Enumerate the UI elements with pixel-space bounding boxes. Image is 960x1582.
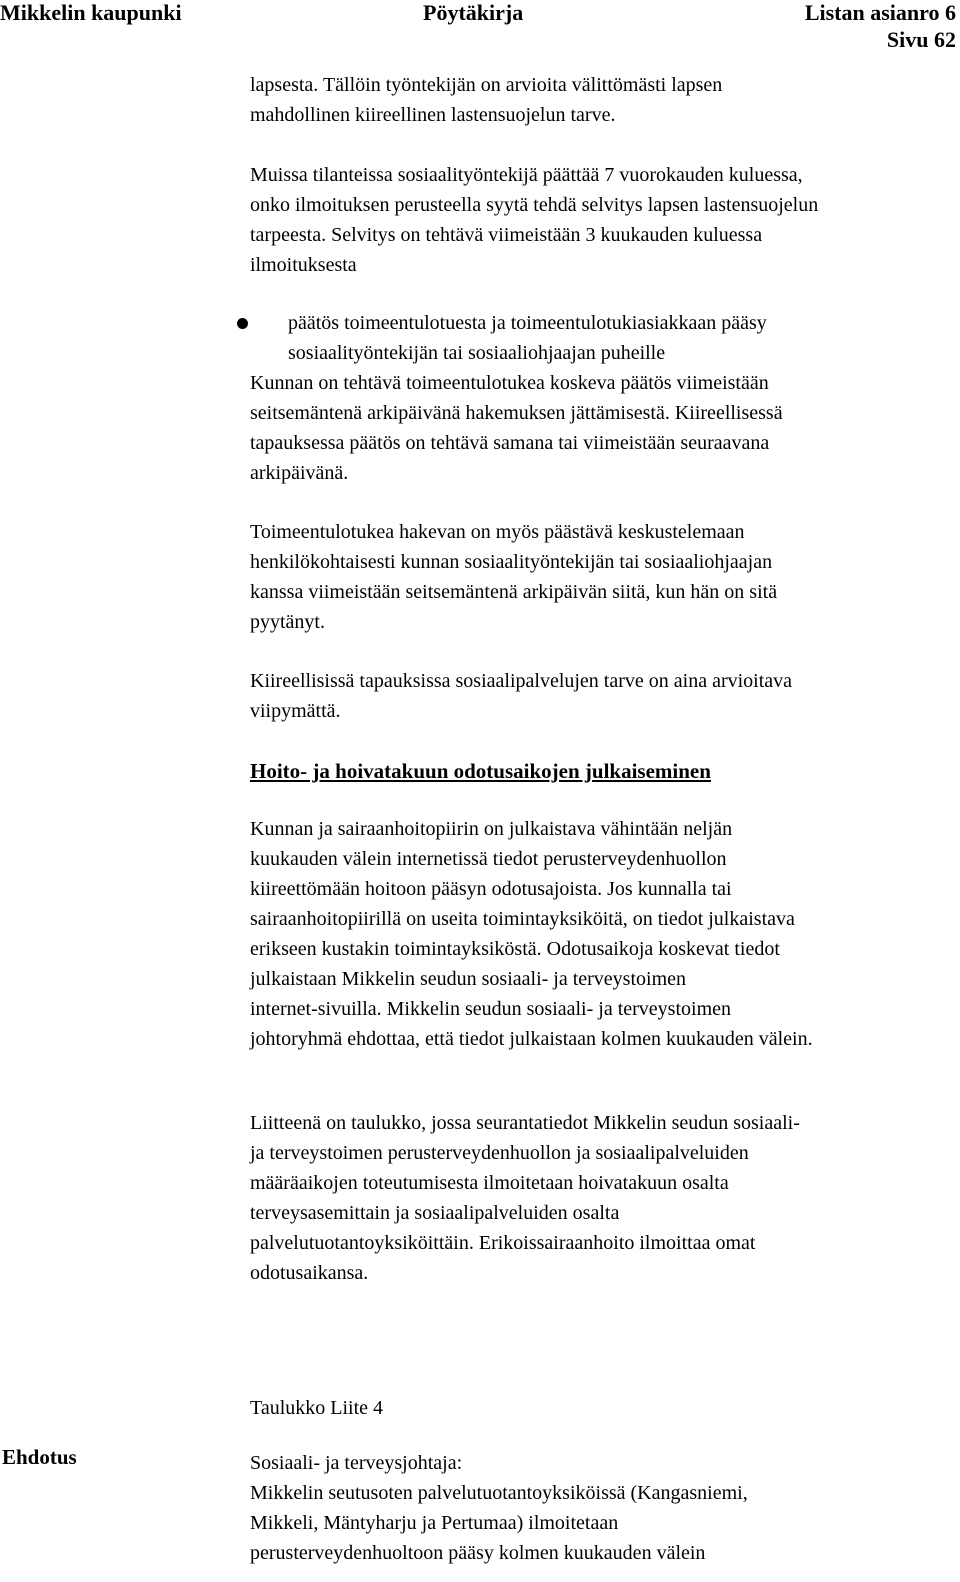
- header-item-number: Listan asianro 6: [804, 0, 956, 25]
- header-municipality: Mikkelin kaupunki: [0, 0, 182, 25]
- proposal-label: Ehdotus: [2, 1445, 77, 1469]
- paragraph-social-worker-decision: Muissa tilanteissa sosiaalityöntekijä päättää 7 vuorokauden kuluessa, onko ilmoituksen perusteella syytä tehdä selvitys lapsen lastensuojelun tarpeesta. Selvitys on tehtävä viimeistään 3 kuukauden kuluessa ilmoituksesta: [250, 164, 819, 276]
- bullet-icon: [237, 318, 248, 329]
- paragraph-waiting-times: Kunnan ja sairaanhoitopiirin on julkaistava vähintään neljän kuukauden välein internetissä tiedot perusterveydenhuollon kiireettömään hoitoon pääsyn odotusajoista. Jos kunnalla tai sairaanhoitopiirillä on useita toimintayksiköitä, on tiedot julkaistava erikseen kustakin toimintayksiköstä. Odotusaikoja koskevat tiedot julkaistaan Mikkelin seudun sosiaali- ja terveystoimen internet-sivuilla. Mikkelin seudun sosiaali- ja terveystoimen johtoryhmä ehdottaa, että tiedot julkaistaan kolmen kuukauden välein.: [250, 818, 813, 1050]
- header-page-number: Sivu 62: [886, 27, 956, 52]
- header-doc-type: Pöytäkirja: [423, 0, 524, 25]
- paragraph-child-assessment: lapsesta. Tällöin työntekijän on arvioita välittömästi lapsen mahdollinen kiireellinen lastensuojelun tarve.: [250, 74, 723, 126]
- paragraph-urgent-cases: Kiireellisissä tapauksissa sosiaalipalvelujen tarve on aina arvioitava viipymättä.: [250, 670, 793, 722]
- paragraph-attachment-table: Liitteenä on taulukko, jossa seurantatiedot Mikkelin seudun sosiaali- ja terveystoimen perusterveydenhuollon ja sosiaalipalveluiden määräaikojen toteutumisesta ilmoitetaan hoivatakuun osalta terveysasemittain ja sosiaalipalveluiden osalta palvelutuotantoyksiköittäin. Erikoissairaanhoito ilmoittaa omat odotusaikansa.: [250, 1112, 800, 1284]
- section-heading: Hoito- ja hoivatakuun odotusaikojen julkaiseminen: [250, 759, 711, 783]
- bullet-item-income-support: päätös toimeentulotuesta ja toimeentulotukiasiakkaan pääsy sosiaalityöntekijän tai sosiaaliohjaajan puheille: [288, 312, 767, 364]
- paragraph-income-support-decision: Kunnan on tehtävä toimeentulotukea koskeva päätös viimeistään seitsemäntenä arkipäivänä hakemuksen jättämisestä. Kiireellisessä tapauksessa päätös on tehtävä samana tai viimeistään seuraavana arkipäivänä.: [250, 372, 783, 484]
- paragraph-proposal: Sosiaali- ja terveysjohtaja: Mikkelin seutusoten palvelutuotantoyksiköissä (Kangasniemi, Mikkeli, Mäntyharju ja Pertumaa) ilmoitetaan perusterveydenhuoltoon pääsy kolmen kuukauden välein: [250, 1452, 748, 1564]
- paragraph-income-support-meeting: Toimeentulotukea hakevan on myös päästävä keskustelemaan henkilökohtaisesti kunnan sosiaalityöntekijän tai sosiaaliohjaajan kanssa viimeistään seitsemäntenä arkipäivän siitä, kun hän on sitä pyytänyt.: [250, 521, 778, 633]
- attachment-reference: Taulukko Liite 4: [250, 1397, 384, 1419]
